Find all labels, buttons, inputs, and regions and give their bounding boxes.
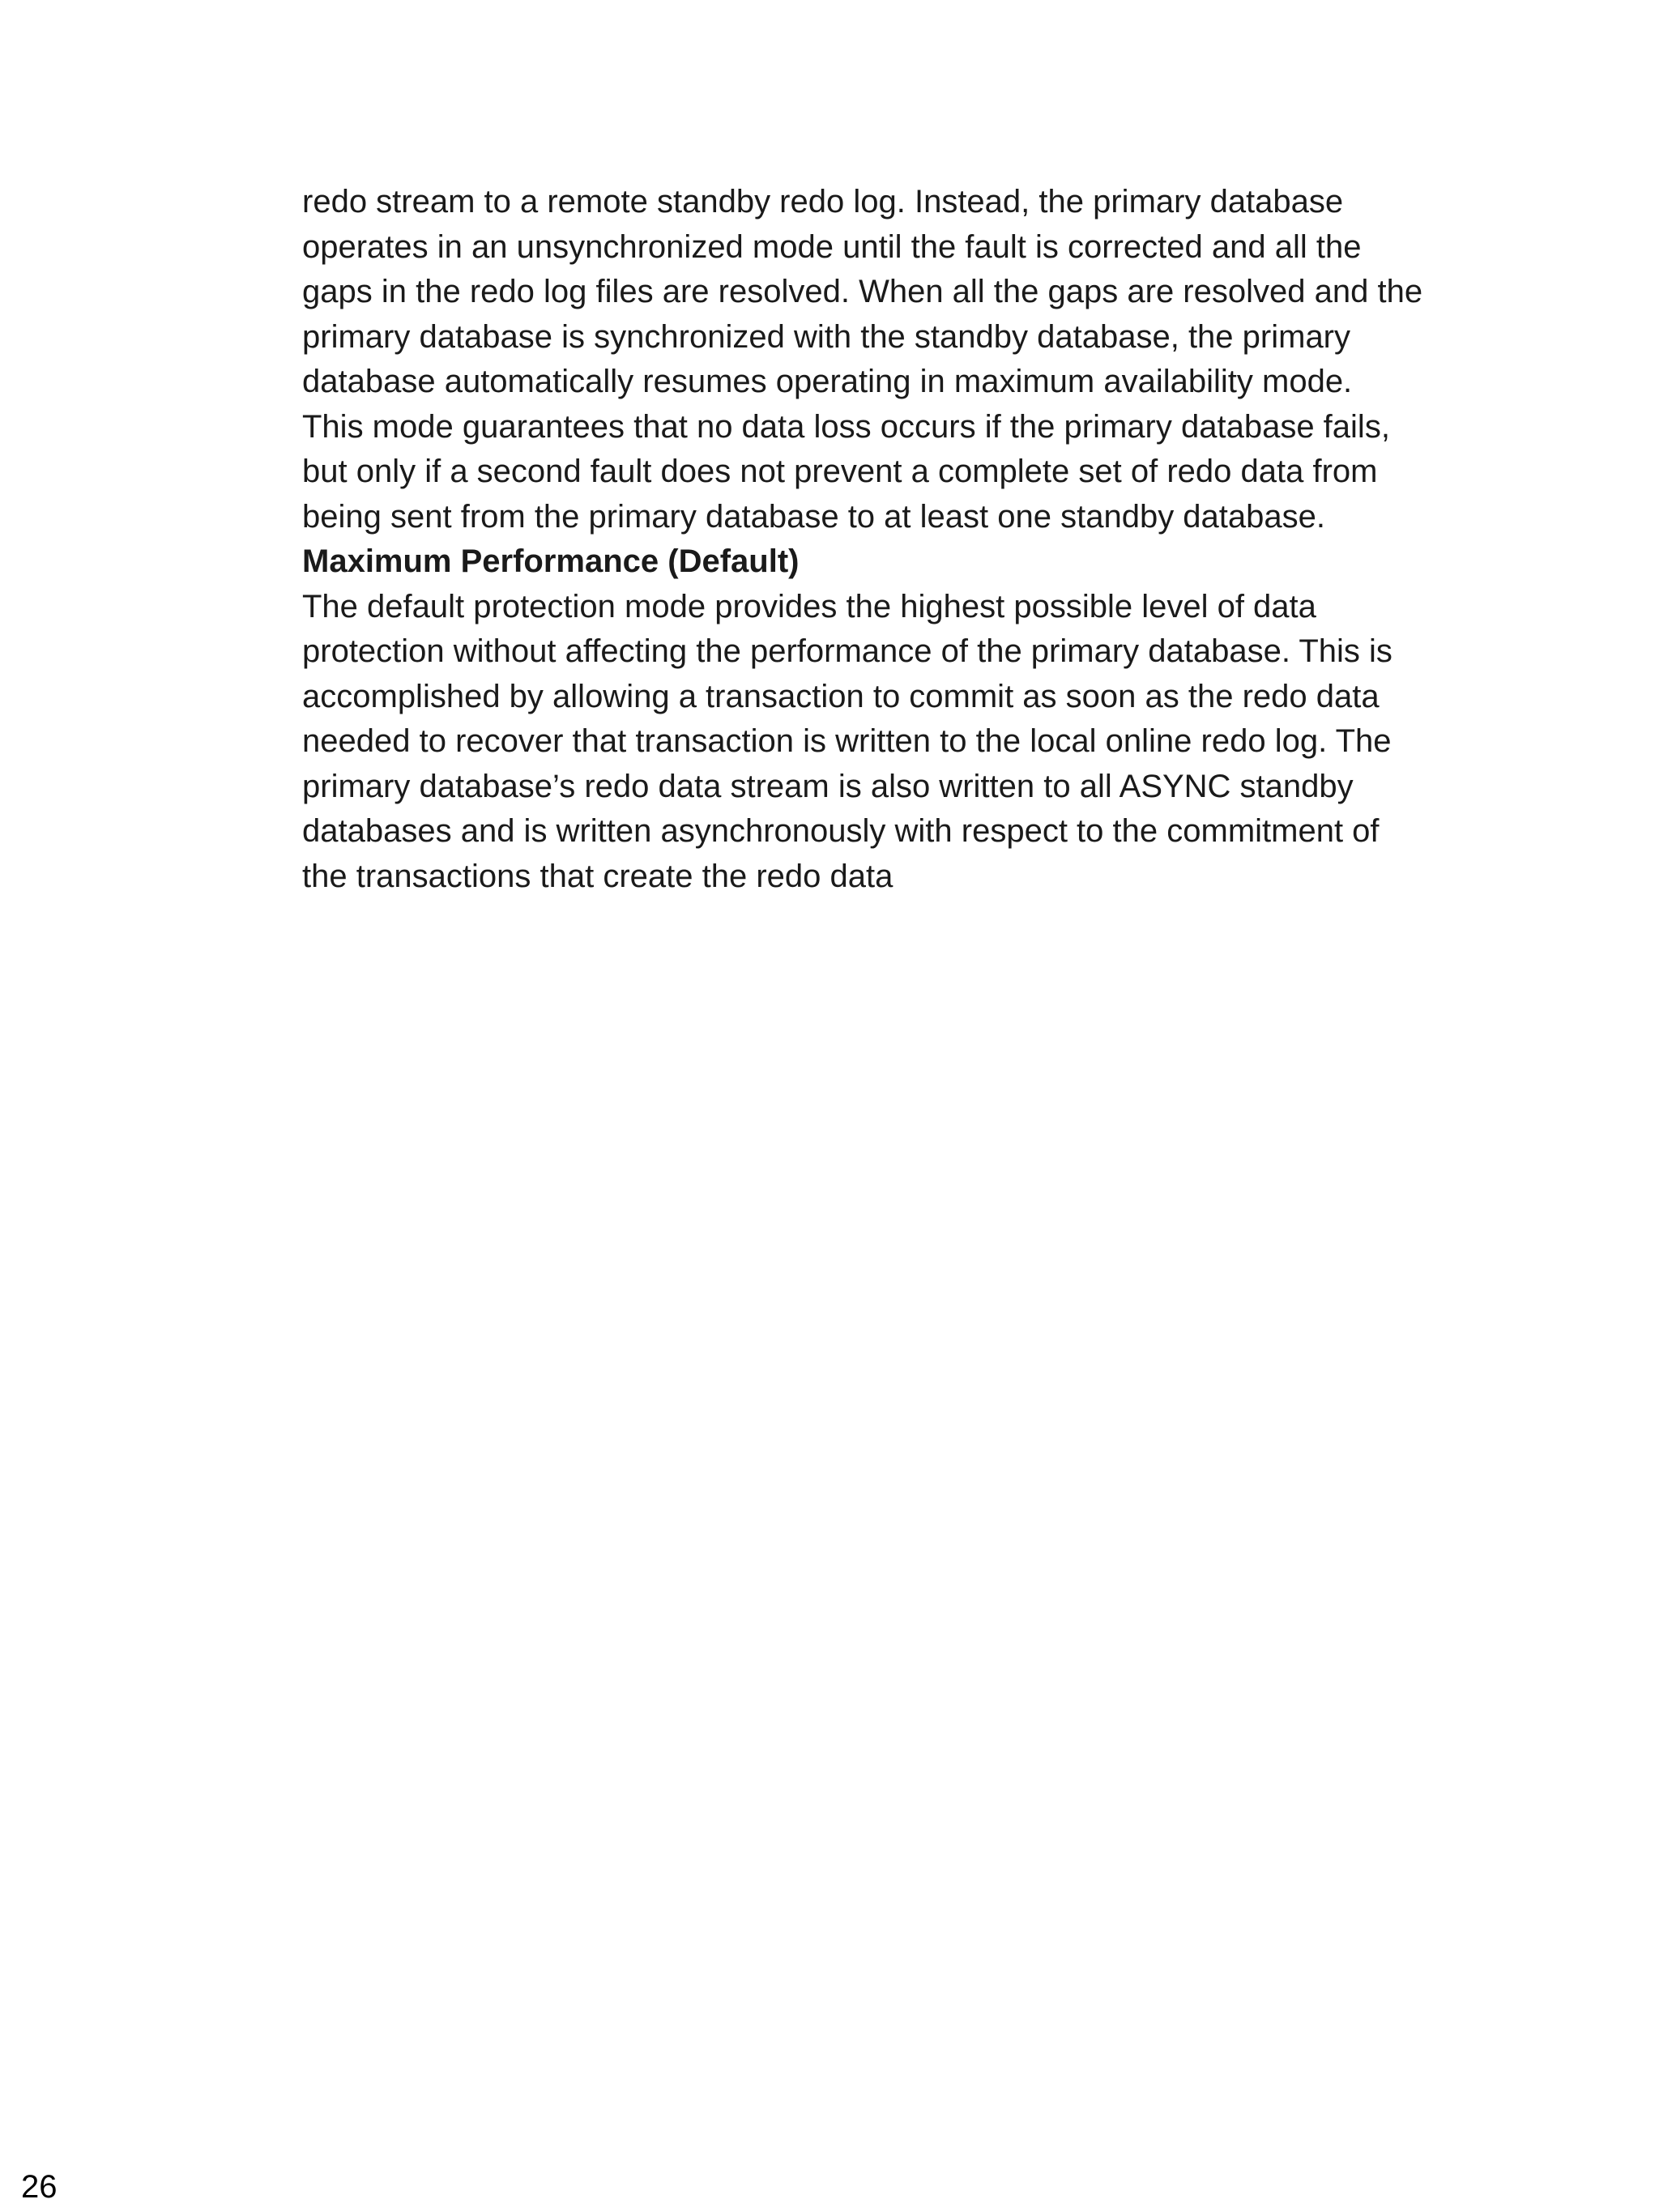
- text-line: operates in an unsynchronized mode until the fault is corrected and all the: [302, 228, 1362, 265]
- text-line: databases and is written asynchronously with respect to the commitment of: [302, 813, 1380, 849]
- body-text: [302, 180, 1533, 899]
- text-line: being sent from the primary database to at least one standby database.: [302, 498, 1326, 535]
- text-line: database automatically resumes operating in maximum availability mode.: [302, 364, 1353, 399]
- text-line: The default protection mode provides the highest possible level of data: [302, 588, 1316, 624]
- text-line: protection without affecting the performance of the primary database. This is: [302, 633, 1392, 669]
- page-number: 26: [21, 2169, 58, 2205]
- text-line: accomplished by allowing a transaction to commit as soon as the redo data: [302, 678, 1380, 714]
- text-line: gaps in the redo log files are resolved. When all the gaps are resolved and the: [302, 274, 1423, 309]
- text-line: needed to recover that transaction is written to the local online redo log. The: [302, 723, 1392, 759]
- section-heading: Maximum Performance (Default): [302, 543, 800, 579]
- text-line: redo stream to a remote standby redo log. Instead, the primary database: [302, 184, 1344, 219]
- text-line: primary database is synchronized with the standby database, the primary: [302, 318, 1351, 355]
- text-line: but only if a second fault does not prevent a complete set of redo data from: [302, 454, 1378, 489]
- text-line: the transactions that create the redo data: [302, 858, 893, 894]
- text-line: This mode guarantees that no data loss occurs if the primary database fails,: [302, 408, 1390, 445]
- text-line: primary database’s redo data stream is also written to all ASYNC standby: [302, 768, 1354, 804]
